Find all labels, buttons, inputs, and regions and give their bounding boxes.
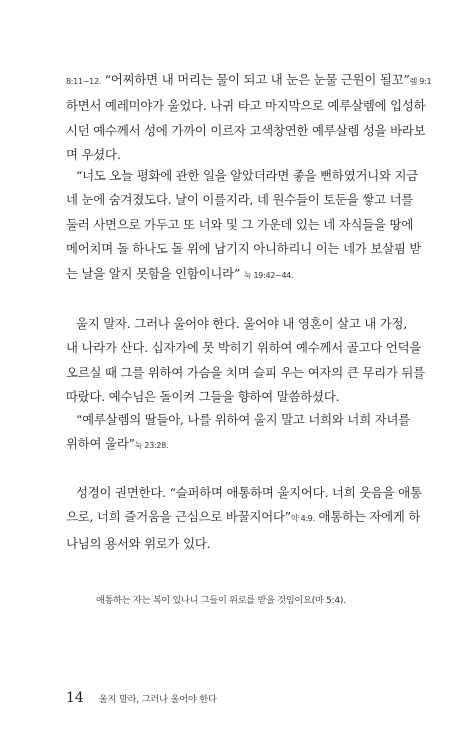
quote-text: 는 날을 알지 못함을 인함이니라” bbox=[66, 265, 241, 281]
text-continuation: 애통하는 자에게 하 bbox=[314, 509, 421, 525]
paragraph-1 bbox=[66, 68, 432, 168]
quote-text: “어찌하면 내 머리는 물이 되고 내 눈은 눈물 근원이 될꼬” bbox=[101, 72, 410, 87]
quote-text: 으로, 너희 즐거움을 근심으로 바꿀지어다” bbox=[66, 509, 291, 525]
text-line: 오르실 때 그를 위하여 가슴을 치며 슬피 우는 여자의 큰 무리가 뒤를 bbox=[66, 364, 425, 380]
running-title: 울지 말라, 그러나 울어야 한다 bbox=[98, 694, 217, 705]
text-line: 나님의 용서와 위로가 있다. bbox=[66, 535, 211, 551]
page-footer bbox=[66, 687, 217, 706]
text-line: 성경이 권면한다. “슬퍼하며 애통하며 울지어다. 너희 웃음을 애통 bbox=[76, 485, 422, 500]
text-line bbox=[66, 262, 412, 288]
text-line: “예루살렘의 딸들아, 나를 위하여 울지 말고 너희와 너희 자녀를 bbox=[76, 412, 411, 427]
text-line: 시던 예수께서 성에 가까이 이르자 고색창연한 예루살렘 성을 바라보 bbox=[66, 122, 426, 138]
quote-text: 위하여 울라” bbox=[66, 436, 135, 452]
verse-reference: 8:11~12. bbox=[66, 77, 101, 86]
paragraph-5 bbox=[66, 481, 422, 556]
verse-reference: 약 4:9. bbox=[290, 514, 315, 524]
text-line: 울지 말자. 그러나 울어야 한다. 울어야 내 영혼이 살고 내 가정, bbox=[76, 316, 408, 331]
paragraph-2 bbox=[66, 164, 422, 288]
text-line: 둘러 사면으로 가두고 또 너와 및 그 가운데 있는 네 자식들을 땅에 bbox=[66, 216, 414, 232]
text-line: “너도 오늘 평화에 관한 일을 알았더라면 좋을 뻔하였거니와 지금 bbox=[76, 168, 419, 183]
text-line bbox=[66, 505, 421, 531]
text-line: 네 눈에 숨겨졌도다. 날이 이를지라, 네 원수들이 토둔을 쌓고 너를 bbox=[66, 192, 414, 208]
text-line: 따랐다. 예수님은 돌이켜 그들을 향하여 말씀하셨다. bbox=[66, 389, 340, 405]
text-line: 하면서 예레미야가 울었다. 나귀 타고 마지막으로 예루살렘에 입성하 bbox=[66, 98, 426, 114]
text-line bbox=[66, 68, 432, 94]
scripture-note: 애통하는 자는 복이 있나니 그들이 위로를 받을 것임이요(마 5:4). bbox=[96, 595, 346, 606]
text-line: 메어치며 돌 하나도 돌 위에 남기지 아니하리니 이는 네가 보살핌 받 bbox=[66, 241, 422, 257]
verse-reference: 눅 23:28. bbox=[134, 441, 169, 451]
paragraph-4 bbox=[66, 408, 412, 459]
text-line bbox=[66, 432, 412, 458]
page-number: 14 bbox=[66, 690, 84, 706]
text-line: 내 나라가 산다. 십자가에 못 박히기 위하여 예수께서 골고다 언덕을 bbox=[66, 340, 422, 356]
verse-reference: 렘 9:1 bbox=[409, 77, 432, 86]
verse-reference: 눅 19:42~44. bbox=[243, 270, 294, 280]
text-line: 며 우셨다. bbox=[66, 147, 121, 163]
paragraph-3 bbox=[66, 312, 425, 410]
